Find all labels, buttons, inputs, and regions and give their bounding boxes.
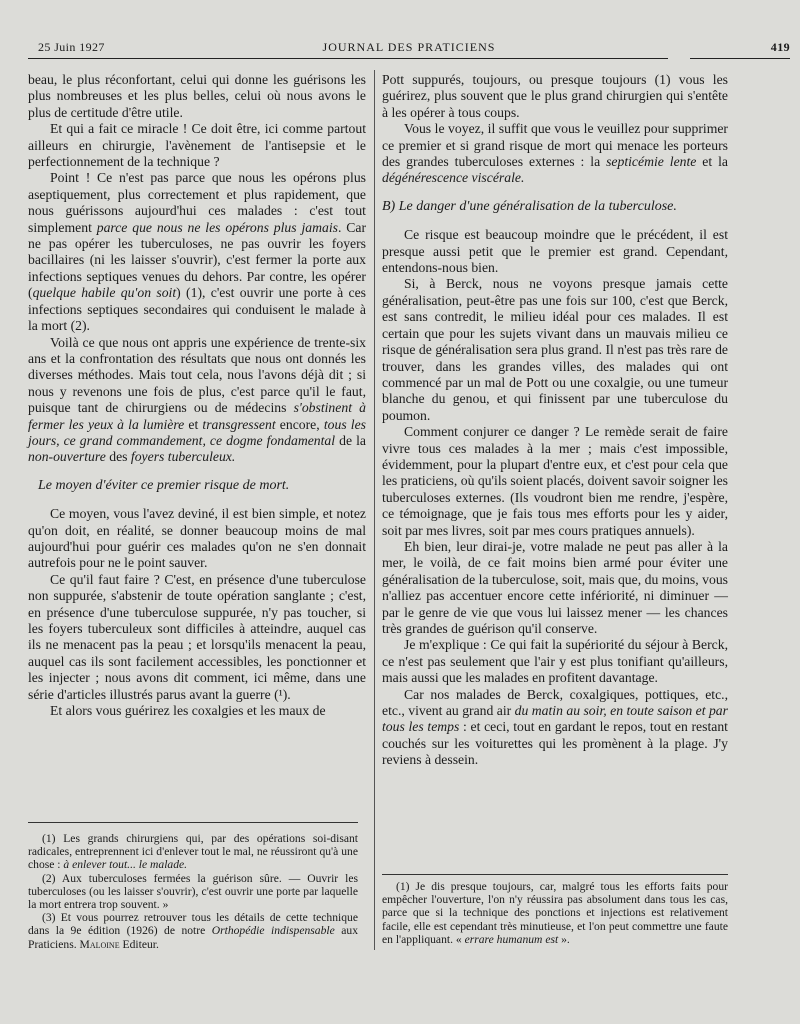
header-rule-right xyxy=(690,58,790,59)
left-footnotes xyxy=(28,832,358,951)
paragraph: Point ! Ce n'est pas parce que nous les opérons plus aseptiquement, plus correctement et plus rapidement, que nous guérissons aujourd'hui ces malades : c'est tout simplement parce que nous ne les opérons plus jamais. Car ne pas opérer les tuberculoses, ne pas ouvrir les foyers bacillaires (ni les laisser s'ouvrir), c'est fermer la porte aux infections septiques venues du dehors. Par contre, les opérer (quelque habile qu'on soit) (1), c'est ouvrir une porte à ces infections septiques secondaires qui conduisent le malade à la mort (2). xyxy=(28,170,366,334)
right-column xyxy=(382,72,728,769)
page-header xyxy=(28,36,790,56)
paragraph: Et qui a fait ce miracle ! Ce doit être, ici comme partout ailleurs en chirurgie, l'avènement de l'antisepsie et le perfectionnement de la technique ? xyxy=(28,121,366,170)
header-rule xyxy=(28,58,668,59)
paragraph: Car nos malades de Berck, coxalgiques, pottiques, etc., etc., vivent au grand air du matin au soir, en toute saison et par tous les temps : et ceci, tout en gardant le repos, tout en restant couchés sur les voiturettes qui les promènent à la plage. J'y reviens à dessein. xyxy=(382,686,728,768)
paragraph: Ce risque est beaucoup moindre que le précédent, il est presque aussi petit que le premier est grand. Cependant, entendons-nous bien. xyxy=(382,227,728,276)
column-divider xyxy=(374,70,375,950)
right-footnotes xyxy=(382,880,728,946)
paragraph: Si, à Berck, nous ne voyons presque jamais cette généralisation, peut-être pas une fois sur 100, c'est que Berck, est sans contredit, le milieu idéal pour ces malades. Il est certain que pour les sujets vivant dans un mauvais milieu ce risque de généralisation sera plus grand. Il n'est pas très rare de trouver, dans les grandes villes, des malades qui ont commencé par un mal de Pott ou une coxalgie, ou une tumeur blanche du genou, et qui finissent par une tuberculose du poumon. xyxy=(382,276,728,423)
paragraph: Voilà ce que nous ont appris une expérience de trente-six ans et la confrontation des résultats que nous ont donnés les diverses méthodes. Mais tout cela, nous l'avons déjà dit ; si nous y revenons une fois de plus, c'est parce qu'il le faut, puisque tant de chirurgiens ou de médecins s'obstinent à fermer les yeux à la lumière et transgressent encore, tous les jours, ce grand commandement, ce dogme fondamental de la non-ouverture des foyers tuberculeux. xyxy=(28,334,366,465)
section-heading: Le moyen d'éviter ce premier risque de mort. xyxy=(38,477,290,493)
footnote: (1) Les grands chirurgiens qui, par des opérations soi-disant radicales, entreprennent ici d'enlever tout le mal, ne réussiront qu'à une chose : à enlever tout... le malade. xyxy=(28,832,358,872)
paragraph: Comment conjurer ce danger ? Le remède serait de faire vivre tous ces malades à la mer ; mais c'est impossible, évidemment, pour la plupart d'entre eux, et c'est pour cela que les praticiens, où qu'ils soient placés, doivent savoir soigner les tuberculoses externes. (Ils voudront bien me rendre, j'espère, ce témoignage, que je fais tous mes efforts pour les y aider, soit par mes livres, soit par mes cours pratiques annuels). xyxy=(382,424,728,538)
footnote-rule xyxy=(28,822,358,823)
paragraph: Vous le voyez, il suffit que vous le veuillez pour supprimer ce premier et si grand risque de mort qui menace les porteurs des grandes tuberculoses externes : la septicémie lente et la dégénérescence viscérale. xyxy=(382,121,728,186)
paragraph: Pott suppurés, toujours, ou presque toujours (1) vous les guérirez, plus souvent que le plus grand chirurgien qui s'entête à les opérer à tous coups. xyxy=(382,72,728,120)
page-number: 419 xyxy=(770,40,790,54)
issue-date: 25 Juin 1927 xyxy=(38,40,105,54)
paragraph: Ce qu'il faut faire ? C'est, en présence d'une tuberculose non suppurée, s'abstenir de toute opération sanglante ; c'est, en présence d'une tuberculose suppurée, n'y pas toucher, si les foyers tuberculeux sont difficiles à atteindre, auquel cas ils ne menacent pas la peau ; et lorsqu'ils menacent la peau, auquel cas ils sont facilement accessibles, les ponctionner et les injecter ; nous avons dit comment, ici même, dans une série d'articles illustrés parus avant la guerre (¹). xyxy=(28,571,366,702)
paragraph: Je m'explique : Ce qui fait la supériorité du séjour à Berck, ce n'est pas seulement que l'air y est plus tonifiant qu'ailleurs, mais aussi que les malades en profitent davantage. xyxy=(382,637,728,686)
paragraph: Ce moyen, vous l'avez deviné, il est bien simple, et notez qu'on doit, en réalité, se donner beaucoup moins de mal aujourd'hui pour guérir ces malades qu'on ne s'en donnait autrefois pour ne le point sauver. xyxy=(28,506,366,571)
paragraph: beau, le plus réconfortant, celui qui donne les guérisons les plus nombreuses et les plus belles, celui où nous avons le plus de certitude d'être utile. xyxy=(28,72,366,120)
section-heading: B) Le danger d'une généralisation de la tuberculose. xyxy=(382,198,677,214)
footnote-rule xyxy=(382,874,728,875)
footnote: (2) Aux tuberculoses fermées la guérison sûre. — Ouvrir les tuberculoses (ou les laisser s'ouvrir), c'est ouvrir une porte par laquelle la mort entrera trop souvent. » xyxy=(28,871,358,912)
paragraph: Et alors vous guérirez les coxalgies et les maux de xyxy=(50,703,326,719)
left-column xyxy=(28,72,366,719)
journal-title: JOURNAL DES PRATICIENS xyxy=(322,40,496,54)
footnote: (3) Et vous pourrez retrouver tous les détails de cette technique dans la 9e édition (1926) de notre Orthopédie indispensable aux Praticiens. Maloine Editeur. xyxy=(28,911,358,951)
paragraph: Eh bien, leur dirai-je, votre malade ne peut pas aller à la mer, le voilà, de ce fait moins bien armé pour éviter une généralisation de la tuberculose, soit, mais que, du moins, vous n'alliez pas accentuer encore cette infériorité, ni diminuer — par le genre de vie que vous lui laissez mener — les chances très grandes de guérison qu'il conserve. xyxy=(382,538,728,636)
footnote: (1) Je dis presque toujours, car, malgré tous les efforts faits pour empêcher l'ouverture, l'on n'y réussira pas absolument dans tous les cas, parce que si la technique des ponctions et injections est relativement facile, elle est cependant très minutieuse, et l'on peut commettre une faute en l'appliquant. « errare humanum est ». xyxy=(382,880,728,946)
